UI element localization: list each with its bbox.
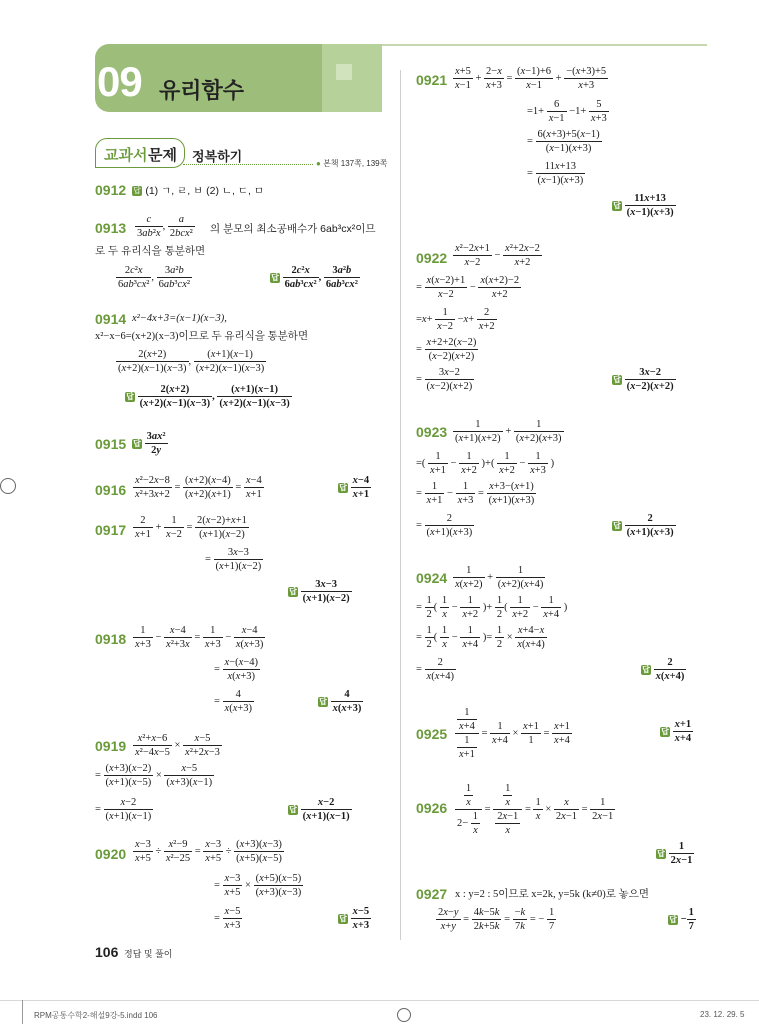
- answer-mark: 답: [339, 482, 347, 492]
- problem-number: 0920: [95, 846, 127, 862]
- answer: 답 $\frac{\text{3ax²}}{2y}$: [133, 431, 166, 456]
- math-line: = $\frac{3x-3}{(x+1)(x-2)}$: [205, 547, 262, 572]
- problem-text: x : y=2 : 5이므로 x=2k, y=5k (k≠0)로 놓으면: [455, 889, 649, 900]
- math-line: = $\frac{x-3}{x+5}$ × $\frac{(x+5)(x-5)}{(x+3)(x-3)}$: [214, 873, 302, 898]
- chapter-number: 09: [97, 58, 142, 105]
- page-number: 106: [95, 944, 119, 960]
- answer: 답 $\frac{2}{(x+1)(x+3)}$: [613, 513, 674, 538]
- problem-text: x²−x−6=(x+2)(x−3)이므로 두 유리식을 통분하면: [95, 331, 309, 342]
- problem-number: 0926: [416, 800, 448, 816]
- problem-number: 0913: [95, 220, 127, 236]
- bottom-rule: [0, 1000, 759, 1001]
- answer: 답 $\frac{11x+13}{(x-1)(x+3)}$: [613, 193, 674, 218]
- answer-mark: 답: [642, 664, 650, 674]
- registration-mark-bottom: [397, 1008, 411, 1022]
- answer-mark: 답: [657, 848, 665, 858]
- math-line: = $\frac{4}{x(x+3)}$: [214, 689, 253, 714]
- answer: 답 $\frac{1}{2x-1}$: [657, 841, 693, 866]
- answer: 답 $\frac{2}{x(x+4)}$: [642, 657, 685, 682]
- answer: 답 $\frac{3x-3}{(x+1)(x-2)}$: [289, 579, 350, 604]
- math-line: = $\frac{x(x-2)+1}{x-2}$ − $\frac{x(x+2)-2}{x+2}$: [416, 275, 520, 300]
- answer-mark: 답: [271, 272, 279, 282]
- slug-file: RPM공통수학2-해설9강-5.indd 106: [34, 1011, 158, 1020]
- problem-text: (1) ㄱ, ㄹ, ㅂ (2) ㄴ, ㄷ, ㅁ: [145, 185, 264, 197]
- answer: 답 $\frac{x-5}{x+3}$: [339, 906, 370, 931]
- answer-mark: 답: [319, 696, 327, 706]
- page-footer-label: 정답 및 풀이: [124, 949, 173, 959]
- math-line: $\frac{c}{\text{3ab²x}}$ , $\frac{a}{\text{2bcx²}}$: [137, 214, 193, 239]
- problem-number: 0923: [416, 424, 448, 440]
- math-line: = $\frac{1}{2}$ ( $\frac{1}{x}$ − $\frac{1}{x+4}$ )= $\frac{1}{2}$ × $\frac{x+4-x}{x(x+4)}$: [416, 625, 545, 650]
- answer-mark: 답: [669, 914, 677, 924]
- answer: 답 $\frac{x-4}{x+1}$: [339, 475, 370, 500]
- problem-number: 0916: [95, 482, 127, 498]
- math-line: $\frac{1}{(x+1)(x+2)}$ + $\frac{1}{(x+2)(x+3)}$: [455, 419, 562, 444]
- registration-mark-left: [0, 478, 16, 494]
- problem-number: 0925: [416, 726, 448, 742]
- answer-mark: 답: [613, 374, 621, 384]
- math-line: $\frac{2}{x+1}$ + $\frac{1}{x-2}$ = $\frac{2(x-2)+x+1}{(x+1)(x-2)}$: [135, 515, 247, 540]
- answer: 답 $\frac{4}{x(x+3)}$: [319, 689, 362, 714]
- math-line: =1+ $\frac{6}{x-1}$ −1+ $\frac{5}{x+3}$: [527, 99, 607, 124]
- math-line: $\frac{\text{2c²x}}{\text{6ab³cx²}}$ , $\frac{\text{3a²b}}{\text{6ab³cx²}}$: [118, 265, 191, 290]
- problem-text: x²−4x+3=(x−1)(x−3),: [132, 313, 227, 324]
- math-line: =( $\frac{1}{x+1}$ − $\frac{1}{x+2}$ )+( $\frac{1}{x+2}$ − $\frac{1}{x+3}$ ): [416, 451, 555, 476]
- header-deco: [322, 44, 382, 112]
- section-subtitle: 정복하기: [192, 149, 243, 164]
- math-line: $\frac{\text{x²−2x+1}}{x-2}$ − $\frac{\text{x²+2x−2}}{x+2}$: [455, 243, 540, 268]
- section-tab-label: 교과서: [104, 147, 148, 164]
- math-line: = $\frac{1}{x+1}$ − $\frac{1}{x+3}$ = $\frac{x+3-(x+1)}{(x+1)(x+3)}$: [416, 481, 535, 506]
- header-rule: [382, 44, 707, 46]
- problem-number: 0922: [416, 250, 448, 266]
- problem-number: 0927: [416, 886, 448, 902]
- math-line: $\frac{\text{x²−2x−8}}{\text{x²+3x+2}}$ = $\frac{(x+2)(x-4)}{(x+2)(x+1)}$ = $\frac{x-4}{x+1}$: [135, 475, 262, 500]
- answer-mark: 답: [133, 186, 141, 195]
- problem-number: 0914: [95, 311, 127, 327]
- answer: 답 $\frac{\text{2c²x}}{\text{6ab³cx²}}$ , $\frac{\text{3a²b}}{\text{6ab³cx²}}$: [271, 265, 358, 290]
- problem-number: 0924: [416, 570, 448, 586]
- math-line: = $\frac{6(x+3)+5(x-1)}{(x-1)(x+3)}$: [527, 129, 600, 154]
- math-line: $\frac{1}{x(x+2)}$ + $\frac{1}{(x+2)(x+4)}$: [455, 565, 544, 590]
- answer-mark: 답: [126, 391, 134, 401]
- crop-mark: [22, 1000, 23, 1024]
- math-line: = $\frac{x+2+2(x-2)}{(x-2)(x+2)}$: [416, 337, 477, 362]
- section-rule: [183, 164, 313, 165]
- problem-number: 0917: [95, 522, 127, 538]
- math-line: = $\frac{2}{(x+1)(x+3)}$: [416, 513, 473, 538]
- answer-mark: 답: [613, 520, 621, 530]
- section-tab-label2: 문제: [148, 147, 177, 164]
- column-divider: [400, 70, 401, 940]
- section-tab: [95, 138, 185, 168]
- header-deco-square: [336, 64, 352, 80]
- math-line: =x+ $\frac{1}{x-2}$ −x+ $\frac{2}{x+2}$: [416, 307, 495, 332]
- answer-mark: 답: [661, 726, 669, 736]
- math-line: $\frac{\text{x²+x−6}}{\text{x²−4x−5}}$ × $\frac{x-5}{\text{x²+2x−3}}$: [135, 733, 220, 758]
- answer-mark: 답: [289, 586, 297, 596]
- problem-number: 0912: [95, 182, 127, 198]
- math-line: = $\frac{x-(x-4)}{x(x+3)}$: [214, 657, 258, 682]
- math-line: = $\frac{x-2}{(x+1)(x-1)}$: [95, 797, 152, 822]
- math-line: = $\frac{3x-2}{(x-2)(x+2)}$: [416, 367, 473, 392]
- math-line: = $\frac{2}{x(x+4)}$: [416, 657, 455, 682]
- answer-mark: 답: [613, 200, 621, 210]
- math-line: = $\frac{(x+3)(x-2)}{(x+1)(x-5)}$ × $\frac{x-5}{(x+3)(x-1)}$: [95, 763, 213, 788]
- math-line: $\frac{2(x+2)}{(x+2)(x-1)(x-3)}$ , $\frac{(x+1)(x-1)}{(x+2)(x-1)(x-3)}$: [118, 349, 265, 374]
- problem-number: 0919: [95, 738, 127, 754]
- chapter-header: [95, 44, 382, 112]
- math-line: $\frac{\frac{1}{x+4}}{\frac{1}{x+1}}$ = $\frac{1}{x+4}$ × $\frac{x+1}{1}$ = $\frac{x+1}{x+4}$: [455, 706, 572, 761]
- chapter-title: 유리함수: [159, 78, 245, 103]
- problem-number: 0918: [95, 631, 127, 647]
- slug-date: 23. 12. 29. 5: [700, 1010, 745, 1019]
- math-line: = $\frac{1}{2}$ ( $\frac{1}{x}$ − $\frac{1}{x+2}$ )+ $\frac{1}{2}$ ( $\frac{1}{x+2}$ − $\frac{1}{x+4}$ ): [416, 595, 568, 620]
- math-line: $\frac{1}{x}$ 2− $\frac{1}{x}$ = $\frac{\frac{1}{x}}{\frac{2x-1}{x}}$ = $\frac{1}{x}$ × $\frac{x}{2x-1}$ = $\frac{1}{2x-1}$: [457, 783, 614, 836]
- section-ref: ● 본책 137쪽, 139쪽: [316, 159, 388, 168]
- math-line: $\frac{x-3}{x+5}$ ÷ $\frac{\text{x²−9}}{\text{x²−25}}$ = $\frac{x-3}{x+5}$ ÷ $\frac{(x+3)(x-3)}{(x+5)(x-5)}$: [135, 839, 282, 864]
- math-line: $\frac{x+5}{x-1}$ + $\frac{2-x}{x+3}$ = $\frac{(x-1)+6}{x-1}$ + $\frac{-(x+3)+5}{x+3}$: [455, 66, 607, 91]
- math-line: = $\frac{x-5}{x+3}$: [214, 906, 241, 931]
- answer: 답 $\frac{x+1}{x+4}$: [661, 719, 692, 744]
- problem-number: 0921: [416, 72, 448, 88]
- answer: 답 $\frac{3x-2}{(x-2)(x+2)}$: [613, 367, 674, 392]
- answer: 답 − $\frac{1}{7}$: [669, 907, 694, 932]
- problem-answer: [132, 184, 264, 198]
- answer: 답 $\frac{2(x+2)}{(x+2)(x-1)(x-3)}$ , $\frac{(x+1)(x-1)}{(x+2)(x-1)(x-3)}$: [126, 384, 290, 409]
- math-line: = $\frac{11x+13}{(x-1)(x+3)}$: [527, 161, 584, 186]
- math-line: $\frac{1}{x+3}$ − $\frac{x-4}{\text{x²+3x}}$ = $\frac{1}{x+3}$ − $\frac{x-4}{x(x+3)}$: [135, 625, 264, 650]
- math-line: $\frac{2x-y}{x+y}$ = $\frac{4k-5k}{2k+5k}$ = $\frac{-k}{7k}$ = − $\frac{1}{7}$: [438, 907, 555, 932]
- answer: 답 $\frac{x-2}{(x+1)(x-1)}$: [289, 797, 350, 822]
- answer-mark: 답: [339, 913, 347, 923]
- problem-text: 의 분모의 최소공배수가 6ab³cx²이므: [210, 223, 376, 235]
- problem-number: 0915: [95, 436, 127, 452]
- problem-text: 로 두 유리식을 통분하면: [95, 245, 206, 257]
- answer-mark: 답: [289, 804, 297, 814]
- section-ref-text: 본책 137쪽, 139쪽: [323, 159, 388, 168]
- answer-mark: 답: [133, 438, 141, 448]
